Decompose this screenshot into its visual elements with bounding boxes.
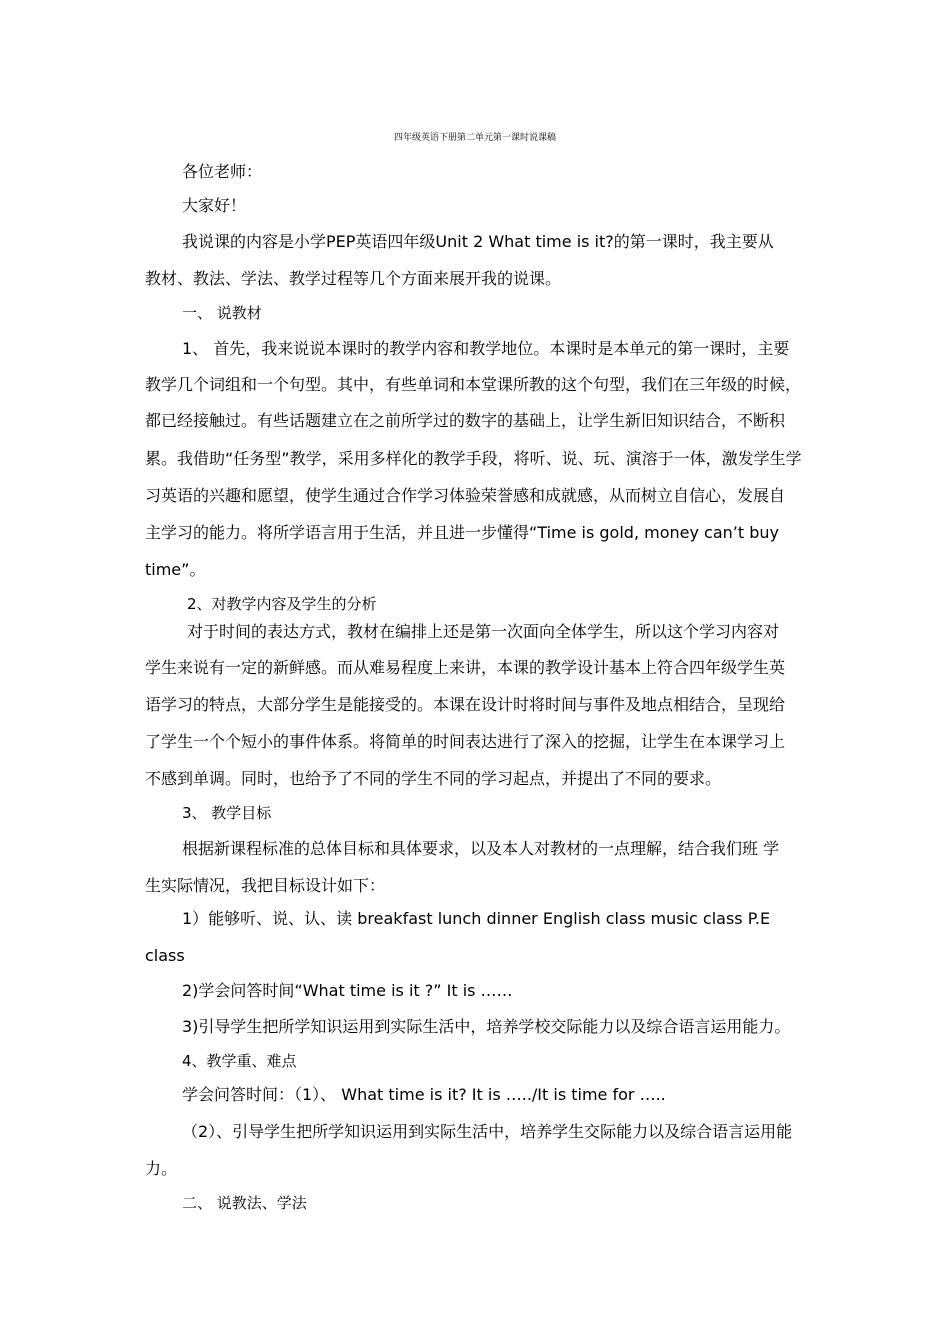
section-heading: 二、 说教法、学法 (182, 1194, 307, 1212)
section-heading: 2、对教学内容及学生的分析 (187, 595, 377, 613)
paragraph-line: 力。 (145, 1159, 178, 1178)
paragraph-line: 对于时间的表达方式，教材在编排上还是第一次面向全体学生，所以这个学习内容对 (187, 622, 780, 641)
objective-item: 1）能够听、说、认、读 breakfast lunch dinner English class music class P.E (182, 909, 771, 928)
section-heading: 4、教学重、难点 (182, 1052, 297, 1070)
greeting-line: 各位老师： (182, 162, 263, 181)
paragraph-line: 语学习的特点，大部分学生是能接受的。本课在设计时将时间与事件及地点相结合，呈现给 (145, 695, 786, 714)
paragraph-line: 根据新课程标准的总体目标和具体要求，以及本人对教材的一点理解，结合我们班 学 (182, 839, 780, 858)
paragraph-line: 习英语的兴趣和愿望，使学生通过合作学习体验荣誉感和成就感，从而树立自信心，发展自 (145, 486, 786, 505)
section-heading: 一、 说教材 (182, 304, 262, 322)
objective-item: class (145, 946, 185, 965)
section-heading: 3、 教学目标 (182, 804, 272, 822)
paragraph-line: 我说课的内容是小学PEP英语四年级Unit 2 What time is it?的第一课时，我主要从 (182, 232, 774, 251)
paragraph-line: 了学生一个个短小的事件体系。将简单的时间表达进行了深入的挖掘，让学生在本课学习上 (145, 732, 786, 751)
greeting-line: 大家好！ (182, 196, 247, 215)
paragraph-line: 生实际情况，我把目标设计如下： (145, 876, 386, 895)
objective-item: 3)引导学生把所学知识运用到实际生活中，培养学校交际能力以及综合语言运用能力。 (182, 1017, 791, 1036)
paragraph-line: 教材、教法、学法、教学过程等几个方面来展开我的说课。 (145, 269, 562, 288)
paragraph-line: 主学习的能力。将所学语言用于生活，并且进一步懂得“Time is gold, money can’t buy (145, 523, 779, 542)
paragraph-line: 学生来说有一定的新鲜感。而从难易程度上来讲，本课的教学设计基本上符合四年级学生英 (145, 658, 786, 677)
paragraph-line: （2）、引导学生把所学知识运用到实际生活中，培养学生交际能力以及综合语言运用能 (182, 1122, 793, 1141)
paragraph-line: 都已经接触过。有些话题建立在之前所学过的数字的基础上，让学生新旧知识结合，不断积 (145, 411, 786, 430)
paragraph-line: 学会问答时间：（1）、 What time is it? It is …../It is time for ….. (182, 1085, 666, 1104)
document-title: 四年级英语下册第二单元第一课时说课稿 (393, 133, 556, 143)
paragraph-line: time”。 (145, 560, 206, 579)
paragraph-line: 累。我借助“任务型”教学，采用多样化的教学手段，将听、说、玩、演溶于一体，激发学生学 (145, 449, 802, 468)
paragraph-line: 不感到单调。同时，也给予了不同的学生不同的学习起点，并提出了不同的要求。 (145, 769, 722, 788)
paragraph-line: 教学几个词组和一个句型。其中，有些单词和本堂课所教的这个句型，我们在三年级的时候， (145, 375, 802, 394)
paragraph-line: 1、 首先，我来说说本课时的教学内容和教学地位。本课时是本单元的第一课时，主要 (182, 339, 790, 358)
objective-item: 2)学会问答时间“What time is it ?” It is …… (182, 981, 513, 1000)
